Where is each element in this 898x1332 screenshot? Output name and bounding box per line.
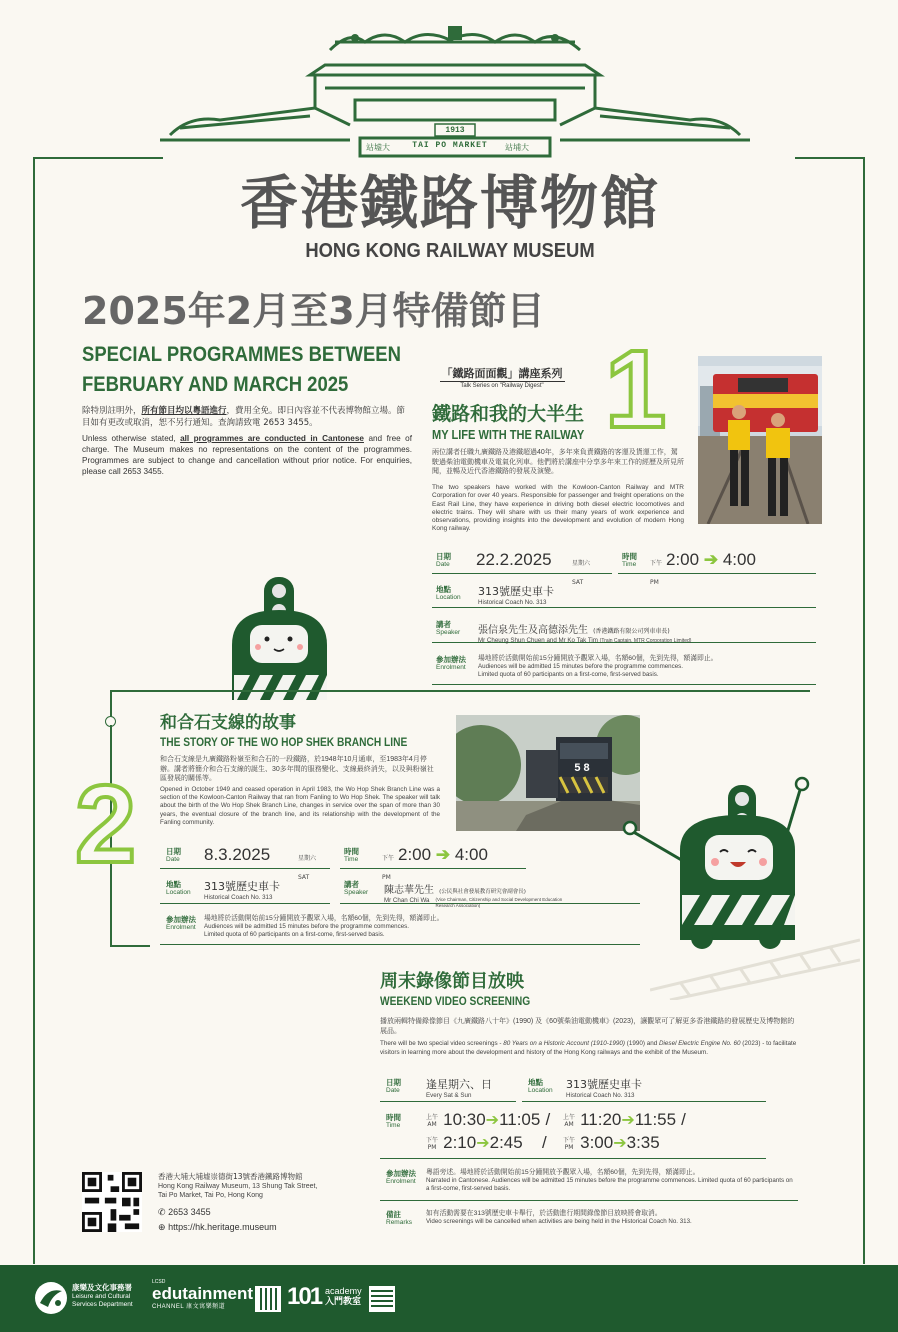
programme-2-location-row: 地點 Location 313號歷史車卡 Historical Coach No. 313 (160, 875, 330, 904)
screening-slot-3: 下午 PM 2:10➔2:45 / (426, 1133, 547, 1152)
footer-bar (0, 1265, 898, 1332)
museum-title-zh: 香港鐵路博物館 (239, 169, 660, 237)
programme-3-desc-zh: 播放兩輯特備錄像節目《九廣鐵路八十年》(1990) 及《60號柴油電動機車》(2023)，讓觀眾可了解更多香港鐵路的發展歷史及博物館的展品。 (380, 1018, 795, 1035)
special-programmes-heading-2: FEBRUARY AND MARCH 2025 (82, 373, 349, 396)
programme-3-remarks-row: 備註 Remarks 如有活動需要在313號歷史車卡舉行，於活動進行期間錄像節目放映將會取消。 Video screenings will be cancelled when activities are being held in the Historical Coach No. 313. (386, 1210, 692, 1226)
programme-2-time: 2:00 ➔ 4:00 (398, 845, 488, 864)
museum-phone[interactable]: ✆ 2653 3455 (158, 1207, 211, 1217)
programme-1-number: 1 (605, 328, 667, 451)
gate-name-plaque: TAI PO MARKET (412, 141, 488, 150)
speakers-with-locomotive-photo (698, 356, 822, 524)
programme-1-time: 2:00 ➔ 4:00 (666, 550, 756, 569)
programme-2-number: 2 (75, 763, 137, 886)
frame-right (863, 157, 865, 1264)
screening-slot-1: 上午 AM 10:30➔11:05 / (426, 1110, 551, 1129)
arrow-icon: ➔ (435, 845, 451, 864)
gate-right-plaque: 站埔大 (505, 143, 529, 152)
frame-top-right (795, 157, 865, 159)
programme-2-desc-en: Opened in October 1949 and ceased operation in April 1983, the Wo Hop Shek Branch Line was a section of the Kowloon-Canton Railway that ran from Fanling to Wo Hop Shek. The speaker will talk about the birth of the Wo Hop Shek Branch Line, changes in service over the span of more than 30 years, the eventual closure of the branch line, and its relationship with the development of the Fanling community. (160, 786, 440, 826)
programme-2-speaker-row: 講者 Speaker 陳志華先生 (公民與社會發展教育研究會副會長) Mr Chan Chi Wa (Vice Chairman, Citizenship and Social Development Education Research Association) (340, 875, 640, 904)
academy-qr-code[interactable] (369, 1286, 395, 1312)
programme-3-date-row: 日期 Date 逢星期六、日 Every Sat & Sun (380, 1073, 516, 1102)
screening-slot-4: 下午 PM 3:00➔3:35 (563, 1133, 660, 1152)
programme-3-time-row: 時間 Time 上午 AM 10:30➔11:05 / 上午 AM 11:20➔11:55 / 下午 PM 2:10➔2:45 / 下午 PM 3:00➔3:35 (380, 1108, 766, 1159)
waving-signal-mascot (620, 770, 820, 950)
rail-track-decoration (650, 930, 860, 1000)
programme-2-date: 8.3.2025 (204, 845, 271, 864)
frame-left (33, 157, 35, 1264)
section-divider-line (110, 690, 810, 692)
programme-2-desc-zh: 和合石支線是九廣鐵路粉嶺至和合石的一段鐵路，於1948年10月通車，至1983年4月停辦。講者將簡介和合石支線的誕生、30多年間的服務變化、支線最終消失，以及與粉嶺社區發展的關係等。 (160, 756, 434, 782)
phone-icon: ✆ (158, 1207, 166, 1217)
globe-icon: ⊕ (158, 1222, 166, 1232)
programme-1-title-en: MY LIFE WITH THE RAILWAY (432, 427, 585, 442)
museum-address: 香港大埔大埔墟崇德街13號香港鐵路博物館 Hong Kong Railway Museum, 13 Shung Tak Street, Tai Po Market, Tai Po, Hong Kong (158, 1172, 318, 1199)
museum-website-link[interactable]: ⊕ https://hk.heritage.museum (158, 1222, 277, 1232)
programme-period-heading: 2025年2月至3月特備節目 (82, 289, 545, 333)
programme-2-enrolment-row: 參加辦法 Enrolment 場地將於活動開始前15分鐘開放予觀眾入場，名額60個，先到先得，額滿即止。 Audiences will be admitted 15 minutes before the programme commences. Limited quota of 60 participants on a first-come, first-served basis. (160, 910, 640, 945)
notice-zh: 除特別註明外，所有節目均以粵語進行，費用全免。即日內容並不代表博物館立場。節目如有更改或取消，恕不另行通知。查詢請致電 2653 3455。 (82, 406, 406, 428)
gate-year: 1913 (445, 126, 465, 135)
edutainment-channel-logo: LCSD edutainment CHANNEL 康文寓樂頻道 (152, 1279, 254, 1310)
arrow-icon: ➔ (703, 550, 719, 569)
programme-3-location-row: 地點 Location 313號歷史車卡 Historical Coach No. 313 (522, 1073, 766, 1102)
wo-hop-shek-train-photo (456, 715, 640, 831)
section-connector-p2-bottom (110, 945, 150, 947)
programme-1-time-row: 時間 Time 下午 PM 2:00 ➔ 4:00 (618, 548, 816, 574)
edutainment-qr-code[interactable] (255, 1286, 281, 1312)
programme-1-enrolment-row: 參加辦法 Enrolment 場地將於活動開始前15分鐘開放予觀眾入場，名額60個，先到先得，額滿即止。 Audiences will be admitted 15 minutes before the programme commences. Limited quota of 60 participants on a first-come, first-served basis. (432, 650, 816, 685)
svg-text:5 8: 5 8 (574, 762, 590, 774)
notice-en: Unless otherwise stated, all programmes are conducted in Cantonese and free of charge. The Museum makes no representations on the content of the programmes. Programmes are subject to change and cancellation without prior notice. For enquiries, please call 2653 3455. (82, 434, 412, 476)
academy-logo: 101 academy 入門教室 (287, 1283, 362, 1310)
programme-2-title-zh: 和合石支線的故事 (160, 713, 296, 733)
programme-3-title-zh: 周末錄像節目放映 (380, 971, 524, 992)
programme-1-desc-zh: 兩位講者任職九廣鐵路及港鐵超過40年，多年來負責鐵路的客運及貨運工作，駕駛過柴油電動機車及電氣化列車。他們將於講座中分享多年來工作的經歷及所見所聞，並暢及近代香港鐵路的發展及演變。 (432, 449, 684, 475)
programme-2-date-row: 日期 Date 8.3.2025 星期六 SAT (160, 843, 330, 869)
programme-3-title-en: WEEKEND VIDEO SCREENING (380, 994, 531, 1008)
programme-1-date: 22.2.2025 (476, 550, 552, 569)
lcsd-name: 康樂及文化事務署 Leisure and Cultural Services Department (72, 1283, 133, 1308)
frame-top-left (33, 157, 163, 159)
gate-left-plaque: 站墟大 (366, 143, 390, 152)
programme-2-time-row: 時間 Time 下午 PM 2:00 ➔ 4:00 (340, 843, 526, 869)
programme-1-title-zh: 鐵路和我的大半生 (432, 403, 585, 425)
railway-signal-mascot (222, 575, 347, 700)
programme-3-desc-en: There will be two special video screenings - 80 Years on a Historic Account (1910-1990) (1990) and Diesel Electric Engine No. 60 (2023) - to facilitate visitors in learning more about the development and history of the Hong Kong railways and the exhibit of the Museum. (380, 1040, 797, 1056)
museum-qr-code[interactable] (82, 1172, 142, 1232)
talk-series-badge: 「鐵路面面觀」講座系列 Talk Series on "Railway Digest" (441, 367, 563, 389)
programme-1-desc-en: The two speakers have worked with the Kowloon-Canton Railway and MTR Corporation for over 40 years. Responsible for passenger and freight operations on the East Rail Line, they have experience in driving both diesel electric locomotives and electric trains. They will share with us their many years of work experience and observations, providing insights into the development and evolution of modern Hong Kong railway. (432, 484, 684, 533)
special-programmes-heading-1: SPECIAL PROGRAMMES BETWEEN (82, 343, 401, 366)
programme-1-date-row: 日期 Date 22.2.2025 星期六 SAT (432, 548, 612, 574)
museum-title-en: HONG KONG RAILWAY MUSEUM (305, 240, 595, 262)
lcsd-logo-icon (34, 1281, 68, 1315)
programme-1-location-row: 地點 Location 313號歷史車卡 Historical Coach No. 313 (432, 580, 816, 608)
programme-1-speaker-row: 講者 Speaker 張信泉先生及高德添先生 (香港鐵路有限公司列車車長) Mr Cheung Shun Chuen and Mr Ko Tak Tim (Train Captain, MTR Corporation Limited) (432, 615, 816, 643)
programme-3-enrolment-row: 參加辦法 Enrolment 粵語旁述。場地將於活動開始前15分鐘開放予觀眾入場，名額60個，先到先得，額滿即止。 Narrated in Cantonese. Audiences will be admitted 15 minutes before the programme commences. Limited quota of 60 participants on a first-come, first-served basis. (380, 1165, 798, 1201)
screening-slot-2: 上午 AM 11:20➔11:55 / (563, 1110, 686, 1129)
programme-2-title-en: THE STORY OF THE WO HOP SHEK BRANCH LINE (160, 735, 408, 749)
gate-illustration (150, 20, 760, 160)
